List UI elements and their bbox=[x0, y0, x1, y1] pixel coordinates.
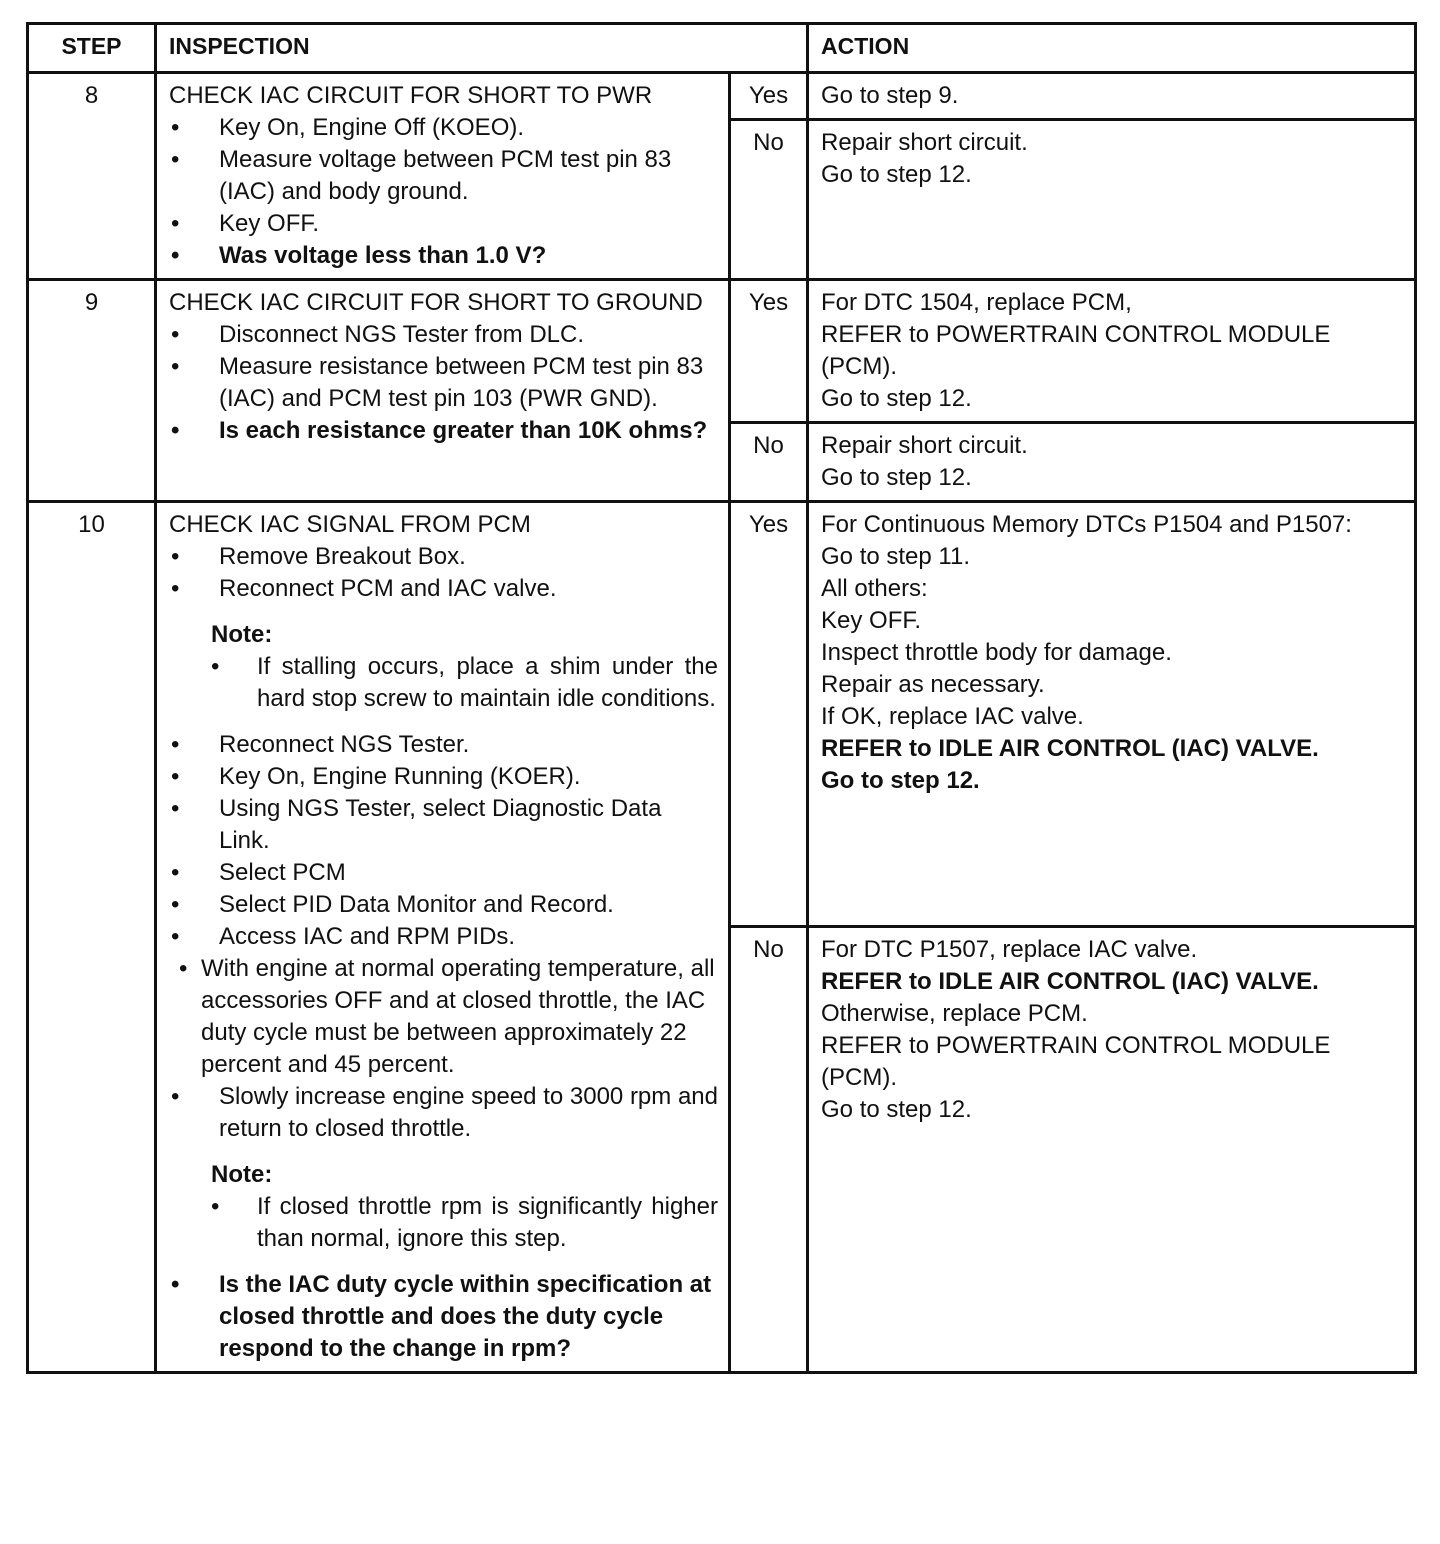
action-line: Key OFF. bbox=[821, 607, 922, 634]
step-10-inspection bbox=[156, 502, 730, 1373]
step-8-inspection bbox=[156, 73, 730, 280]
bullet-list bbox=[169, 112, 718, 272]
action-line: Go to step 12. bbox=[821, 767, 980, 794]
step-number: 8 bbox=[28, 73, 156, 280]
bullet-list bbox=[169, 1081, 718, 1145]
note-item: • If stalling occurs, place a shim under the hard stop screw to maintain idle conditions. bbox=[211, 651, 718, 715]
list-item: • Key OFF. bbox=[169, 208, 718, 240]
action-line: Go to step 12. bbox=[821, 1096, 972, 1123]
action-line: Go to step 11. bbox=[821, 543, 970, 570]
list-item: • Slowly increase engine speed to 3000 rpm and return to closed throttle. bbox=[169, 1081, 718, 1145]
action-line: For DTC 1504, replace PCM, bbox=[821, 289, 1132, 316]
yes-label: Yes bbox=[730, 73, 808, 120]
list-item: • Access IAC and RPM PIDs. bbox=[169, 921, 718, 953]
no-label: No bbox=[730, 927, 808, 1373]
bullet-list bbox=[169, 541, 718, 605]
step-9-yes-row bbox=[28, 280, 1416, 423]
action-line: Go to step 12. bbox=[821, 464, 972, 491]
step-number: 9 bbox=[28, 280, 156, 502]
step-8-no-action bbox=[808, 120, 1416, 280]
list-item: • Reconnect PCM and IAC valve. bbox=[169, 573, 718, 605]
step-title: CHECK IAC CIRCUIT FOR SHORT TO GROUND bbox=[169, 289, 703, 316]
sub-list-item: • With engine at normal operating temperature, all accessories OFF and at closed throttle, the IAC duty cycle must be between approximately 22 percent and 45 percent. bbox=[169, 953, 718, 1081]
action-line-reference: REFER to IDLE AIR CONTROL (IAC) VALVE. bbox=[821, 735, 1319, 762]
step-title: CHECK IAC CIRCUIT FOR SHORT TO PWR bbox=[169, 82, 653, 109]
action-line: Otherwise, replace PCM. bbox=[821, 1000, 1088, 1027]
note-heading: Note: bbox=[211, 1161, 273, 1188]
note-block bbox=[211, 619, 718, 715]
action-line: All others: bbox=[821, 575, 928, 602]
note-list bbox=[211, 1191, 718, 1255]
action-line: REFER to POWERTRAIN CONTROL MODULE (PCM). bbox=[821, 1032, 1331, 1091]
list-item: • Select PCM bbox=[169, 857, 718, 889]
question-item: • Was voltage less than 1.0 V? bbox=[169, 240, 718, 272]
list-item: • Select PID Data Monitor and Record. bbox=[169, 889, 718, 921]
action-line: Go to step 12. bbox=[821, 161, 972, 188]
list-item: • Remove Breakout Box. bbox=[169, 541, 718, 573]
action-line: For DTC P1507, replace IAC valve. bbox=[821, 936, 1198, 963]
action-line: Go to step 12. bbox=[821, 385, 972, 412]
note-item: • If closed throttle rpm is significantly higher than normal, ignore this step. bbox=[211, 1191, 718, 1255]
list-item: • Disconnect NGS Tester from DLC. bbox=[169, 319, 718, 351]
step-8-yes-row bbox=[28, 73, 1416, 120]
header-row bbox=[28, 24, 1416, 73]
note-block bbox=[211, 1159, 718, 1255]
diagnostic-table-document bbox=[26, 22, 1414, 1374]
action-line-reference: REFER to IDLE AIR CONTROL (IAC) VALVE. bbox=[821, 968, 1319, 995]
step-number: 10 bbox=[28, 502, 156, 1373]
bullet-list bbox=[169, 729, 718, 953]
step-8-yes-action bbox=[808, 73, 1416, 120]
no-label: No bbox=[730, 423, 808, 502]
step-10-yes-action bbox=[808, 502, 1416, 927]
action-line: REFER to POWERTRAIN CONTROL MODULE (PCM). bbox=[821, 321, 1331, 380]
action-line: Repair short circuit. bbox=[821, 129, 1028, 156]
action-line: Go to step 9. bbox=[821, 82, 959, 109]
yes-label: Yes bbox=[730, 502, 808, 927]
list-item: • Key On, Engine Off (KOEO). bbox=[169, 112, 718, 144]
step-9-yes-action bbox=[808, 280, 1416, 423]
step-9-inspection bbox=[156, 280, 730, 502]
list-item: • Measure voltage between PCM test pin 83 (IAC) and body ground. bbox=[169, 144, 718, 208]
bullet-list bbox=[169, 1269, 718, 1365]
bullet-list bbox=[169, 319, 718, 447]
list-item: • Using NGS Tester, select Diagnostic Data Link. bbox=[169, 793, 718, 857]
list-item: • Measure resistance between PCM test pin 83 (IAC) and PCM test pin 103 (PWR GND). bbox=[169, 351, 718, 415]
action-line: Inspect throttle body for damage. bbox=[821, 639, 1172, 666]
step-10-yes-row bbox=[28, 502, 1416, 927]
question-item: • Is each resistance greater than 10K ohms? bbox=[169, 415, 718, 447]
header-step: STEP bbox=[28, 24, 156, 73]
header-action: ACTION bbox=[808, 24, 1416, 73]
list-item: • Key On, Engine Running (KOER). bbox=[169, 761, 718, 793]
list-item: • Reconnect NGS Tester. bbox=[169, 729, 718, 761]
no-label: No bbox=[730, 120, 808, 280]
note-list bbox=[211, 651, 718, 715]
question-item: • Is the IAC duty cycle within specification at closed throttle and does the duty cycle respond to the change in rpm? bbox=[169, 1269, 718, 1365]
action-line: For Continuous Memory DTCs P1504 and P1507: bbox=[821, 511, 1352, 538]
step-title: CHECK IAC SIGNAL FROM PCM bbox=[169, 511, 531, 538]
note-heading: Note: bbox=[211, 621, 273, 648]
action-line: Repair as necessary. bbox=[821, 671, 1045, 698]
header-inspection: INSPECTION bbox=[156, 24, 808, 73]
diagnostic-table bbox=[26, 22, 1417, 1374]
action-line: Repair short circuit. bbox=[821, 432, 1028, 459]
sub-bullet-list bbox=[169, 953, 718, 1081]
step-9-no-action bbox=[808, 423, 1416, 502]
yes-label: Yes bbox=[730, 280, 808, 423]
action-line: If OK, replace IAC valve. bbox=[821, 703, 1084, 730]
step-10-no-action bbox=[808, 927, 1416, 1373]
